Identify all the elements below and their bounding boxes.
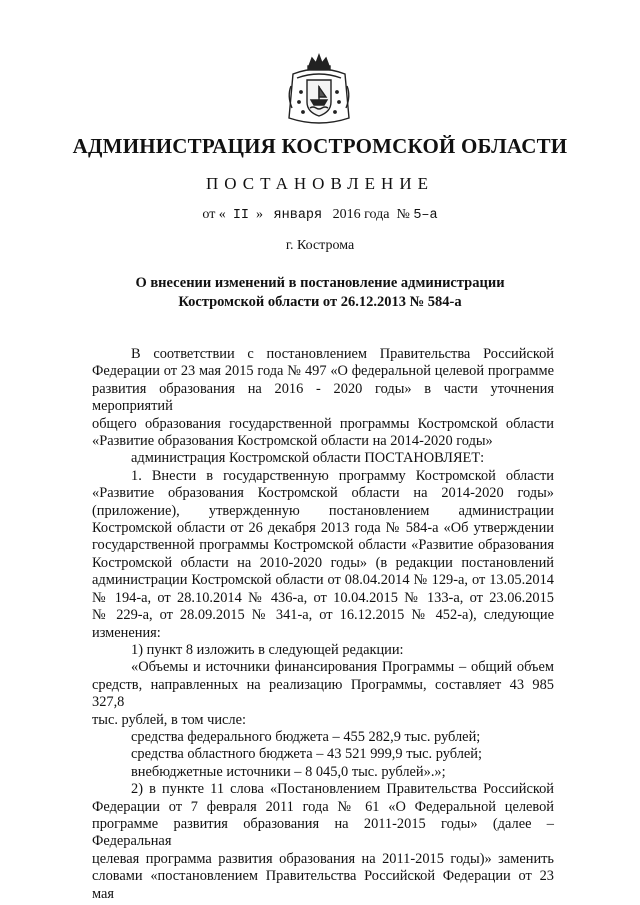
date-prefix: от « xyxy=(202,207,226,222)
body-line: развития образования на 2016 - 2020 годы» в части уточнения мероприятий xyxy=(92,380,554,415)
coat-of-arms-icon xyxy=(283,52,355,128)
body-line: средства областного бюджета – 43 521 999,9 тыс. рублей; xyxy=(131,746,482,763)
body-line: В соответствии с постановлением Правительства Российской xyxy=(131,346,554,362)
body-line: «Развитие образования Костромской области на 2014-2020 годы» xyxy=(92,485,554,502)
body-line: «Развитие образования Костромской области на 2014-2020 годы» xyxy=(92,433,493,450)
body-line: Костромской области на 2010-2020 годы» (в редакции постановлений xyxy=(92,554,554,571)
date-day: II xyxy=(232,208,250,223)
body-line: целевая программа развития образования на 2011-2015 годы)» заменить xyxy=(92,850,554,867)
body-line: общего образования государственной программы Костромской области xyxy=(92,415,554,432)
title-line: Костромской области от 26.12.2013 № 584-а xyxy=(178,294,462,310)
document-type: ПОСТАНОВЛЕНИЕ xyxy=(205,174,434,193)
body-line: (приложение), утвержденную постановлением администрации xyxy=(92,502,554,519)
body-line: словами «постановлением Правительства Российской Федерации от 23 мая xyxy=(92,868,554,902)
body-line: № 194-а, от 28.10.2014 № 436-а, от 10.04.2015 № 133-а, от 23.06.2015 xyxy=(92,589,554,606)
date-month: января xyxy=(273,208,323,223)
date-close: » xyxy=(256,207,264,222)
date-year: 2016 года xyxy=(332,207,390,222)
title-line: О внесении изменений в постановление администрации xyxy=(135,275,505,291)
organization-name: АДМИНИСТРАЦИЯ КОСТРОМСКОЙ ОБЛАСТИ xyxy=(72,134,568,158)
body-line: 2) в пункте 11 слова «Постановлением Правительства Российской xyxy=(131,781,554,798)
number-sign: № xyxy=(396,207,410,222)
document-number: 5–а xyxy=(413,208,438,223)
body-line: Федерации от 7 февраля 2011 года № 61 «О Федеральной целевой xyxy=(92,798,554,815)
body-line: средств, направленных на реализацию Программы, составляет 43 985 327,8 xyxy=(92,676,554,711)
body-line: № 229-а, от 28.09.2015 № 341-а, от 16.12.2015 № 452-а), следующие xyxy=(92,607,554,624)
body-line: 1. Внести в государственную программу Костромской области xyxy=(131,467,554,484)
body-line: программе развития образования на 2011-2015 годы» (далее – Федеральная xyxy=(92,815,554,850)
body-line: «Объемы и источники финансирования Программы – общий объем xyxy=(131,659,554,676)
body-line: администрация Костромской области ПОСТАНОВЛЯЕТ: xyxy=(131,450,485,467)
body-line: средства федерального бюджета – 455 282,9 тыс. рублей; xyxy=(131,728,481,745)
body-line: 1) пункт 8 изложить в следующей редакции: xyxy=(131,641,404,658)
body-line: Федерации от 23 мая 2015 года № 497 «О федеральной целевой программе xyxy=(92,363,554,380)
document-title xyxy=(0,274,640,312)
body-line: Костромской области от 26 декабря 2013 года № 584-а «Об утверждении xyxy=(92,520,554,537)
body-line: администрации Костромской области от 08.04.2014 № 129-а, от 13.05.2014 xyxy=(92,572,554,589)
city: г. Кострома xyxy=(285,238,355,253)
body-line: изменения: xyxy=(92,624,161,641)
body-line: тыс. рублей, в том числе: xyxy=(92,711,246,728)
body-line: государственной программы Костромской области «Развитие образования xyxy=(92,537,554,554)
body-line: внебюджетные источники – 8 045,0 тыс. рублей».»; xyxy=(131,763,446,780)
document-date-line xyxy=(0,207,640,223)
document-body xyxy=(92,346,554,903)
